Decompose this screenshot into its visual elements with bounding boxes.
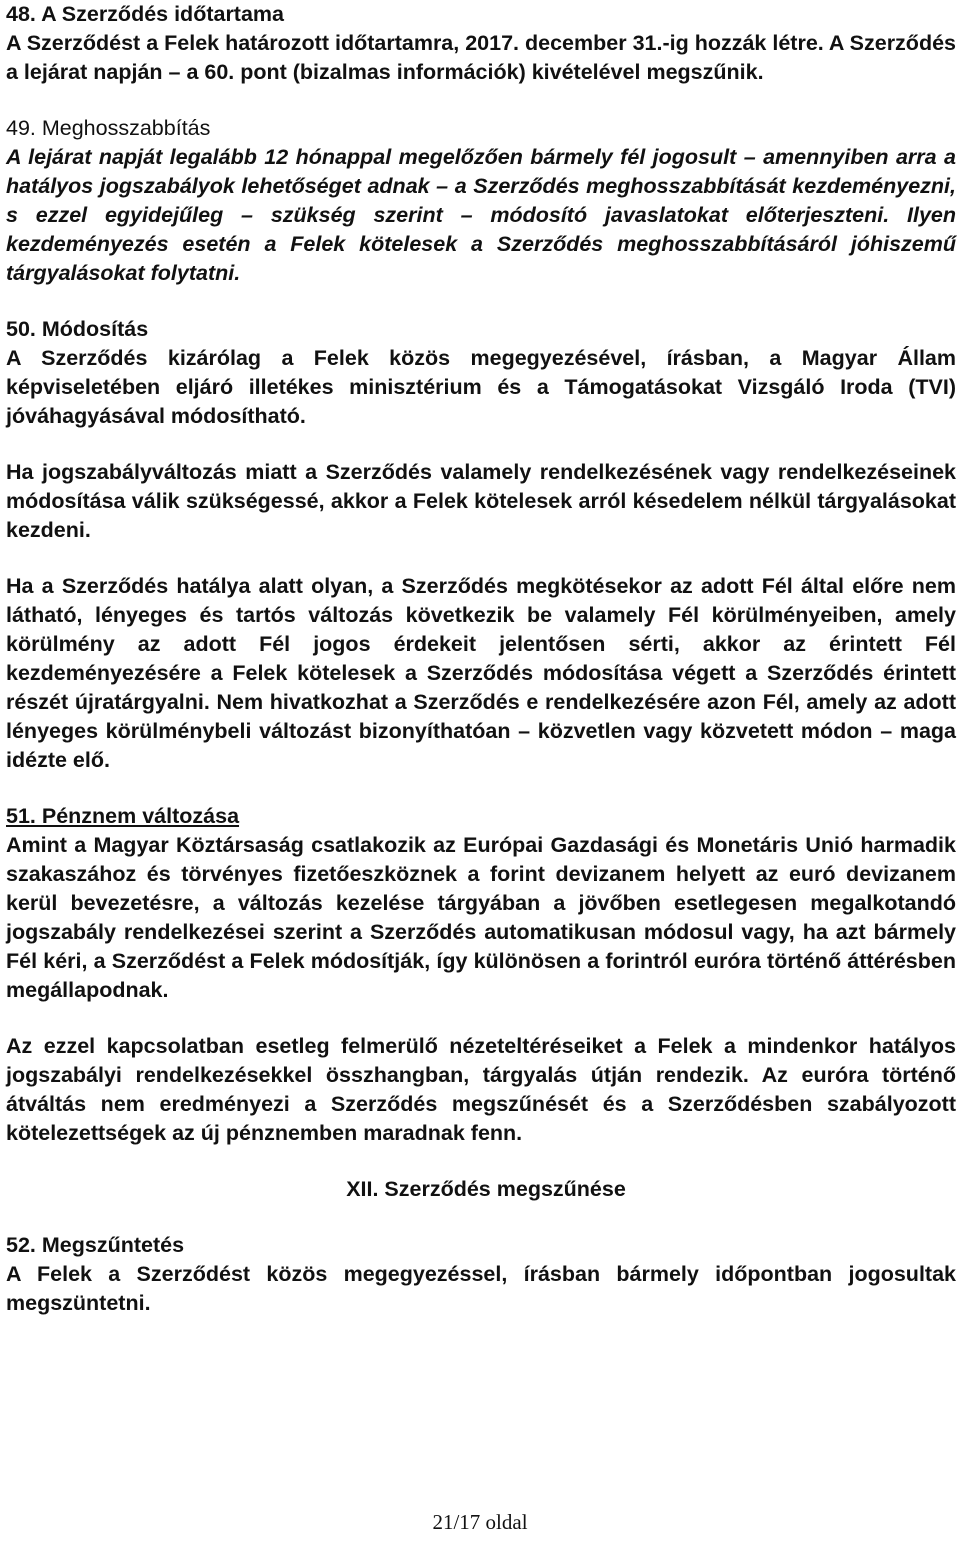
section-48 bbox=[6, 0, 956, 87]
section-51-heading bbox=[6, 802, 956, 831]
section-49 bbox=[6, 114, 956, 288]
section-50 bbox=[6, 315, 956, 775]
section-49-body: A lejárat napját legalább 12 hónappal megelőzően bármely fél jogosult – amennyiben arra a hatályos jogszabályok lehetőséget adnak – a Szerződés meghosszabbítását kezdeményezni, s ezzel egyidejűleg – szükség szerint – módosító javaslatokat előterjeszteni. Ilyen kezdeményezés esetén a Felek kötelesek a Szerződés meghosszabbításáról jóhiszemű tárgyalásokat folytatni. bbox=[6, 145, 956, 285]
chapter-title: XII. Szerződés megszűnése bbox=[346, 1177, 626, 1201]
section-48-heading: 48. A Szerződés időtartama bbox=[6, 2, 284, 26]
section-50-heading: 50. Módosítás bbox=[6, 317, 149, 341]
section-50-paragraph-3: Ha a Szerződés hatálya alatt olyan, a Szerződés megkötésekor az adott Fél által előre nem látható, lényeges és tartós változás következik be valamely Fél körülményeiben, amely körülmény az adott Fél jogos érdekeit jelentősen sérti, akkor az érintett Fél kezdeményezésére a Felek kötelesek a Szerződés módosítása végett a Szerződés érintett részét újratárgyalni. Nem hivatkozhat a Szerződés e rendelkezésére azon Fél, amely az adott lényeges körülménybeli változást bizonyíthatóan – közvetlen vagy közvetett módon – maga idézte elő. bbox=[6, 574, 956, 772]
section-52-heading: 52. Megszűntetés bbox=[6, 1233, 185, 1257]
section-49-heading: 49. Meghosszabbítás bbox=[6, 116, 211, 140]
section-50-paragraph-1: A Szerződés kizárólag a Felek közös megegyezésével, írásban, a Magyar Állam képviseletében eljáró illetékes minisztérium és a Támogatásokat Vizsgáló Iroda (TVI) jóváhagyásával módosítható. bbox=[6, 346, 956, 428]
section-52 bbox=[6, 1231, 956, 1318]
page-number-footer: 21/17 oldal bbox=[432, 1510, 528, 1534]
section-51-paragraph-1: Amint a Magyar Köztársaság csatlakozik az Európai Gazdasági és Monetáris Unió harmadik szakaszához és törvényes fizetőeszköznek a forint devizanem helyett az euró devizanem kerül bevezetésre, a változás kezelése tárgyában a jövőben esetlegesen megalkotandó jogszabály rendelkezései szerint a Szerződés automatikusan módosul vagy, ha azt bármely Fél kéri, a Szerződést a Felek módosítják, így különösen a forintról euróra történő áttérésben megállapodnak. bbox=[6, 833, 956, 1002]
section-48-body: A Szerződést a Felek határozott időtartamra, 2017. december 31.-ig hozzák létre. A Szerződés a lejárat napján – a 60. pont (bizalmas információk) kivételével megszűnik. bbox=[6, 31, 956, 84]
document-page bbox=[6, 0, 956, 1318]
section-52-body: A Felek a Szerződést közös megegyezéssel, írásban bármely időpontban jogosultak megszüntetni. bbox=[6, 1262, 956, 1315]
section-50-paragraph-2: Ha jogszabályváltozás miatt a Szerződés valamely rendelkezésének vagy rendelkezéseinek módosítása válik szükségessé, akkor a Felek kötelesek arról késedelem nélkül tárgyalásokat kezdeni. bbox=[6, 460, 956, 542]
section-51-heading-text: 51. Pénznem változása bbox=[6, 804, 240, 828]
section-51 bbox=[6, 802, 956, 1148]
section-51-paragraph-2: Az ezzel kapcsolatban esetleg felmerülő nézeteltéréseiket a Felek a mindenkor hatályos jogszabályi rendelkezésekkel összhangban, tárgyalás útján rendezik. Az euróra történő átváltás nem eredményezi a Szerződés megszűnését és a Szerződésben szabályozott kötelezettségek az új pénznemben maradnak fenn. bbox=[6, 1034, 956, 1145]
